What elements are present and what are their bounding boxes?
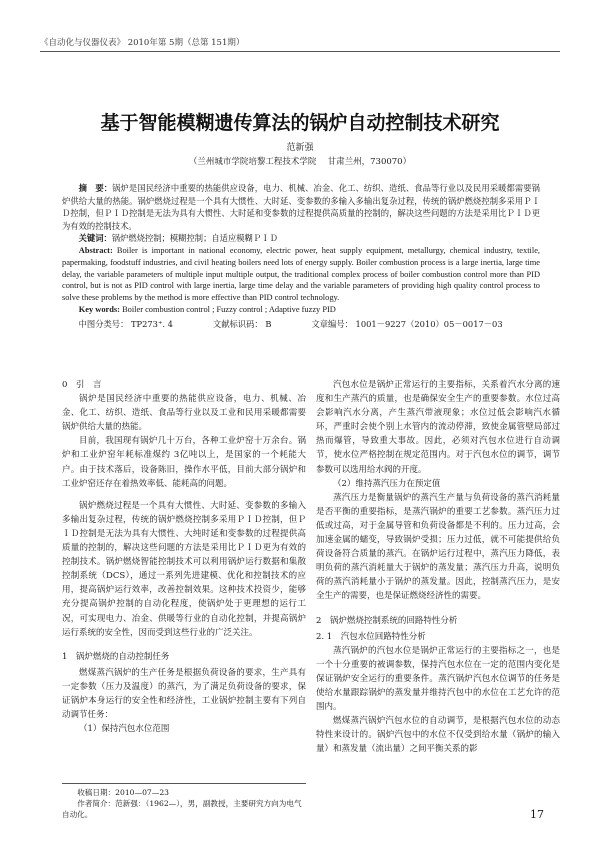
right-column (316, 378, 560, 756)
document-code: 文献标识码： B (212, 318, 272, 329)
keywords-cn-label: 关键词： (78, 233, 112, 244)
abstract-cn-label: 摘 要： (78, 183, 113, 193)
abstract-en (62, 245, 540, 304)
page-number: 17 (530, 808, 544, 821)
keywords-en-label: Key words: (78, 304, 120, 314)
clc-number: 中图分类号： TP273⁺. 4 (78, 318, 173, 329)
intro-paragraph-2: 目前，我国现有锅炉几十万台，各种工业炉窑十万余台。锅炉和工业炉窑年耗标准煤约 3亿吨以上，是国家的一个耗能大户。由于技术落后，设备陈旧，操作水平低，目前大部分锅炉和工业炉窑还存在着热效率低、能耗高的问题。 (62, 436, 306, 489)
classification-line (62, 318, 540, 331)
right-paragraph-3: 蒸汽锅炉的汽包水位是锅炉正常运行的主要指标之一，也是一个十分重要的被调参数，保持汽包水位在一定的范围内变化是保证锅炉安全运行的重要条件。蒸汽锅炉汽包水位调节的任务是使给水量跟踪锅炉的蒸发量并维持汽包中的水位在工艺允许的范围内。 (316, 645, 560, 713)
paper-title: 基于智能模糊遗传算法的锅炉自动控制技术研究 (100, 112, 500, 134)
intro-paragraph-1: 锅炉是国民经济中重要的热能供应设备，电力、机械、冶金、化工、纺织、造纸、食品等行业以及工业和民用采暖都需要锅炉供给大量的热能。 (62, 394, 306, 433)
right-paragraph-1: 汽包水位是锅炉正常运行的主要指标，关系着汽水分离的速度和生产蒸汽的质量，也是确保安全生产的重要参数。水位过高会影响汽水分离，产生蒸汽带液现象；水位过低会影响汽水循环，严重时会使个别上水管内的流动停滞，致使金属管壁局部过热而爆管，导致重大事故。因此，必须对汽包水位进行自动调节，使水位严格控制在规定范围内。对于汽包水位的调节，调节参数可以选用给水阀的开度。 (316, 380, 560, 475)
subitem-2: （2）维持蒸汽压力在预定值 (333, 478, 441, 489)
running-header: 《自动化与仪器仪表》 2010年第 5期（总第 151期） (40, 36, 560, 52)
section-2-1-heading: 2. 1 汽包水位回路特性分析 (316, 631, 426, 642)
right-paragraph-4: 燃煤蒸汽锅炉汽包水位的自动调节，是根据汽包水位的动态特性来设计的。锅炉汽包中的水位不仅受到给水量（锅炉的输入量）和蒸发量（流出量）之间平衡关系的影 (316, 716, 560, 755)
abstract-en-text: Boiler is important in national economy, electric power, heat supply equipment, metallurgy, chemical industry, textile, papermaking, foodstuff industries, and civil heating boilers need lots of energy supply. Boiler combustion process is a large inertia, large time delay, the variable parameters of multiple input multiple output, the traditional complex process of boiler combustion control more than PID control, but is not as PID control with large inertia, large time delay and the variable parameters of providing high quality control process to solve these problems by the method is more effective than PID control technology. (62, 245, 541, 303)
footnote (62, 783, 306, 820)
abstract-en-label: Abstract: (78, 245, 113, 255)
intro-heading: 0 引 言 (62, 380, 102, 390)
abstract-cn-text: 锅炉是国民经济中重要的热能供应设备，电力、机械、冶金、化工、纺织、造纸、食品等行业以及民用采暖都需要锅炉供给大量的热能。锅炉燃烧过程是一个具有大惯性、大时延、变参数的多输入多输出复杂过程，传统的锅炉燃烧控制多采用ＰＩＤ控制，但ＰＩＤ控制是无法为具有大惯性、大时延和变参数的过程提供高质量的控制的，解决这些问题的方法是采用比ＰＩＤ更为有效的控制技术。 (62, 183, 540, 231)
keywords-en-text: Boiler combustion control ; Fuzzy control ; Adaptive fuzzy PID (122, 304, 336, 314)
abstract-block (62, 182, 540, 330)
left-column (62, 378, 306, 736)
section-2-heading: 2 锅炉燃烧控制系统的回路特性分析 (316, 615, 458, 626)
intro-paragraph-3: 锅炉燃烧过程是一个具有大惯性、大时延、变参数的多输入多输出复杂过程，传统的锅炉燃烧控制多采用ＰＩＤ控制，但ＰＩＤ控制是无法为具有大惯性、大纯时延和变参数的过程提供高质量的控制的，解决这些问题的方法是采用比ＰＩＤ更为有效的控制技术。锅炉燃烧智能控制技术可以利用锅炉运行数据和集散控制系统（DCS），通过一系列先进建模、优化和控制技术的应用，提高锅炉运行效率，改善控制效果。这种技术投资少，能够充分提高锅炉控制的自动化程度，使锅炉处于更理想的运行工况，可实现电力、冶金、供暖等行业的自动化控制，并提高锅炉运行系统的安全性，因而受到这些行业的广泛关注。 (62, 500, 306, 638)
keywords-cn-text: 锅炉燃烧控制；模糊控制；自适应模糊ＰＩＤ (111, 233, 278, 244)
right-paragraph-2: 蒸汽压力是衡量锅炉的蒸汽生产量与负荷设备的蒸汽消耗量是否平衡的重要指标，是蒸汽锅炉的重要工艺参数。蒸汽压力过低或过高，对于金属导管和负荷设备都是不利的。压力过高，会加速金属的蠕变，导致锅炉受损；压力过低，就不可能提供给负荷设备符合质量的蒸汽。在锅炉运行过程中，蒸汽压力降低，表明负荷的蒸汽消耗量大于锅炉的蒸发量；蒸汽压力升高，说明负荷的蒸汽消耗量小于锅炉的蒸发量。因此，控制蒸汽压力，是安全生产的需要，也是保证燃烧经济性的需要。 (316, 492, 560, 602)
subitem-1: （1）保持汽包水位范围 (79, 724, 170, 735)
article-number: 文章编号： 1001－9227（2010）05－0017－03 (311, 318, 503, 329)
section-1-paragraph: 燃煤蒸汽锅炉的生产任务是根据负荷设备的要求，生产具有一定参数（压力及温度）的蒸汽，为了满足负荷设备的要求，保证锅炉本身运行的安全性和经济性，工业锅炉控制主要有下列自动调节任务： (62, 667, 306, 721)
author: 范新强 (286, 143, 314, 153)
keywords-en (62, 304, 540, 316)
section-1-heading: 1 锅炉燃烧的自动控制任务 (62, 651, 170, 662)
author-bio: 作者简介：范新强：（1962—），男，副教授，主要研究方向为电气自动化。 (62, 799, 302, 819)
affiliation: （兰州城市学院培黎工程技术学院 甘肃兰州，730070） (188, 157, 412, 167)
abstract-cn (62, 182, 540, 232)
received-date: 收稿日期：2010—07—23 (77, 788, 169, 797)
keywords-cn (62, 232, 540, 245)
